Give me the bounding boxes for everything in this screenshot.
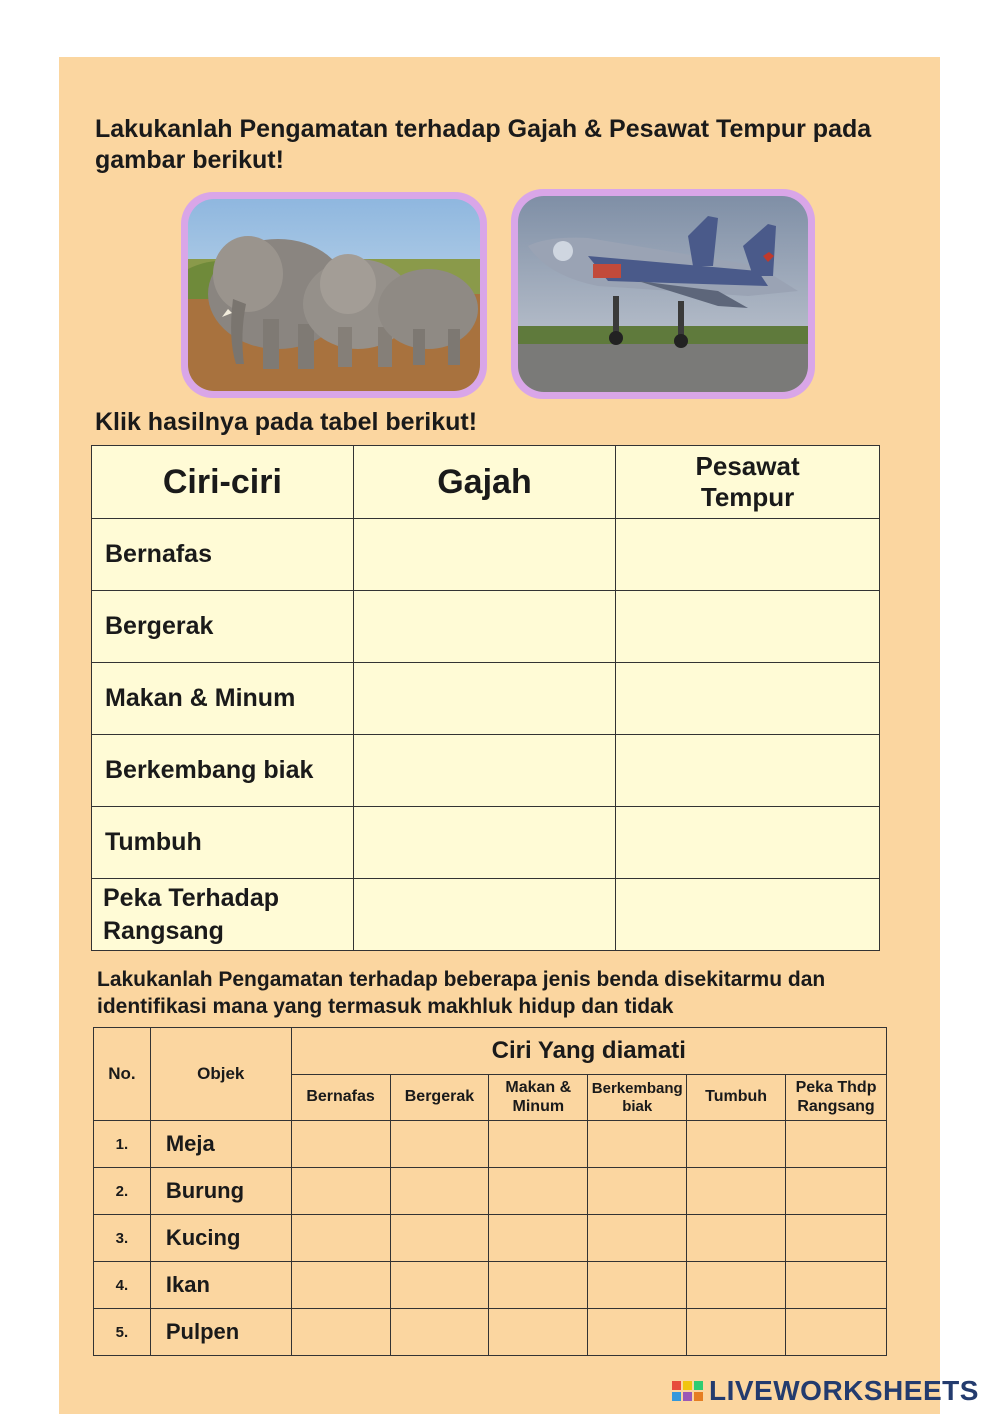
liveworksheets-brand	[672, 1375, 979, 1407]
row-label: Tumbuh	[92, 807, 354, 879]
subheader-tumbuh: Tumbuh	[687, 1075, 786, 1121]
answer-cell[interactable]	[489, 1215, 588, 1262]
liveworksheets-logo-icon	[672, 1381, 703, 1401]
worksheet	[59, 57, 940, 1414]
answer-cell[interactable]	[786, 1309, 887, 1356]
answer-cell[interactable]	[786, 1262, 887, 1309]
row-number: 5.	[94, 1309, 151, 1356]
jet-photo-frame	[511, 189, 815, 399]
brand-name: LIVEWORKSHEETS	[709, 1375, 979, 1406]
header-gajah: Gajah	[353, 446, 615, 519]
answer-cell-pesawat[interactable]	[616, 663, 880, 735]
table-row	[92, 735, 880, 807]
row-label: Berkembang biak	[92, 735, 354, 807]
answer-cell[interactable]	[687, 1309, 786, 1356]
answer-cell[interactable]	[390, 1215, 489, 1262]
row-object: Ikan	[150, 1262, 291, 1309]
row-object: Kucing	[150, 1215, 291, 1262]
row-label: Bernafas	[92, 519, 354, 591]
answer-cell-pesawat[interactable]	[616, 807, 880, 879]
answer-cell[interactable]	[588, 1168, 687, 1215]
row-label: Peka Terhadap Rangsang	[92, 879, 354, 951]
answer-cell[interactable]	[489, 1309, 588, 1356]
table2-instruction: Lakukanlah Pengamatan terhadap beberapa jenis benda disekitarmu dan identifikasi mana yang termasuk makhluk hidup dan tidak	[97, 968, 826, 1018]
table-row	[94, 1215, 887, 1262]
answer-cell-gajah[interactable]	[353, 807, 615, 879]
subheader-berkembang-biak: Berkembang biak	[588, 1075, 687, 1121]
answer-cell-gajah[interactable]	[353, 879, 615, 951]
observation-table-1	[91, 445, 880, 951]
answer-cell[interactable]	[291, 1309, 390, 1356]
answer-cell[interactable]	[390, 1262, 489, 1309]
answer-cell[interactable]	[489, 1121, 588, 1168]
row-number: 2.	[94, 1168, 151, 1215]
table2-header-row	[94, 1028, 887, 1075]
table-row	[92, 519, 880, 591]
elephant-photo-frame	[181, 192, 487, 398]
answer-cell[interactable]	[687, 1215, 786, 1262]
answer-cell[interactable]	[588, 1215, 687, 1262]
header-pesawat-tempur: Pesawat Tempur	[616, 446, 880, 519]
observation-table-2	[93, 1027, 887, 1356]
table-row	[92, 879, 880, 951]
header-ciri-ciri: Ciri-ciri	[92, 446, 354, 519]
answer-cell[interactable]	[390, 1309, 489, 1356]
answer-cell[interactable]	[390, 1121, 489, 1168]
subheader-makan-minum: Makan & Minum	[489, 1075, 588, 1121]
fighter-jet-photo	[518, 196, 808, 392]
subheader-bernafas: Bernafas	[291, 1075, 390, 1121]
header-ciri-yang-diamati: Ciri Yang diamati	[291, 1028, 886, 1075]
answer-cell[interactable]	[489, 1262, 588, 1309]
table-row	[94, 1168, 887, 1215]
table-row	[92, 663, 880, 735]
answer-cell[interactable]	[786, 1215, 887, 1262]
intro-instruction: Lakukanlah Pengamatan terhadap Gajah & Pesawat Tempur pada gambar berikut!	[95, 115, 872, 175]
answer-cell[interactable]	[687, 1168, 786, 1215]
row-label: Bergerak	[92, 591, 354, 663]
answer-cell[interactable]	[687, 1121, 786, 1168]
table-row	[94, 1121, 887, 1168]
answer-cell[interactable]	[291, 1168, 390, 1215]
answer-cell[interactable]	[291, 1262, 390, 1309]
table-row	[94, 1262, 887, 1309]
answer-cell-gajah[interactable]	[353, 591, 615, 663]
answer-cell[interactable]	[390, 1168, 489, 1215]
header-no: No.	[94, 1028, 151, 1121]
row-number: 4.	[94, 1262, 151, 1309]
table-row	[92, 591, 880, 663]
answer-cell-pesawat[interactable]	[616, 591, 880, 663]
row-label: Makan & Minum	[92, 663, 354, 735]
row-object: Pulpen	[150, 1309, 291, 1356]
answer-cell[interactable]	[786, 1121, 887, 1168]
table-row	[92, 807, 880, 879]
answer-cell[interactable]	[687, 1262, 786, 1309]
row-number: 1.	[94, 1121, 151, 1168]
answer-cell[interactable]	[291, 1215, 390, 1262]
answer-cell[interactable]	[588, 1309, 687, 1356]
answer-cell[interactable]	[489, 1168, 588, 1215]
elephant-herd-photo	[188, 199, 480, 391]
subheader-peka-thdp-rangsang: Peka Thdp Rangsang	[786, 1075, 887, 1121]
row-object: Meja	[150, 1121, 291, 1168]
table-row	[94, 1309, 887, 1356]
answer-cell-gajah[interactable]	[353, 663, 615, 735]
subheader-bergerak: Bergerak	[390, 1075, 489, 1121]
answer-cell[interactable]	[786, 1168, 887, 1215]
answer-cell-pesawat[interactable]	[616, 879, 880, 951]
row-object: Burung	[150, 1168, 291, 1215]
header-objek: Objek	[150, 1028, 291, 1121]
answer-cell[interactable]	[588, 1121, 687, 1168]
answer-cell-gajah[interactable]	[353, 735, 615, 807]
table1-header-row	[92, 446, 880, 519]
answer-cell-pesawat[interactable]	[616, 519, 880, 591]
answer-cell[interactable]	[588, 1262, 687, 1309]
row-number: 3.	[94, 1215, 151, 1262]
answer-cell[interactable]	[291, 1121, 390, 1168]
answer-cell-gajah[interactable]	[353, 519, 615, 591]
table1-instruction: Klik hasilnya pada tabel berikut!	[95, 408, 478, 436]
answer-cell-pesawat[interactable]	[616, 735, 880, 807]
